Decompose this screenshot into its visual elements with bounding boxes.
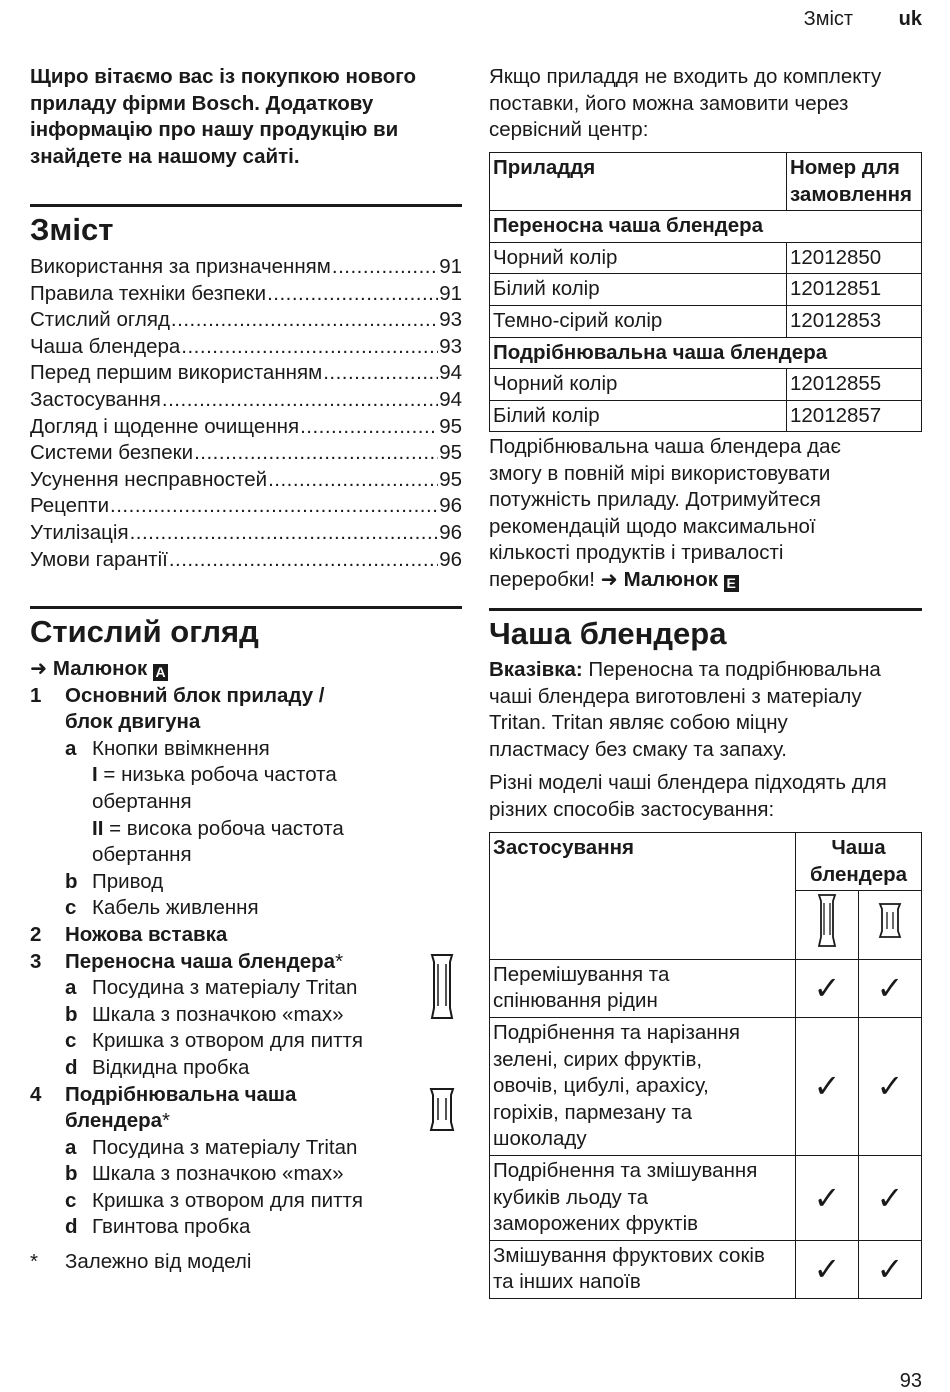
sub-label: Шкала з позначкою «max»: [92, 1162, 344, 1186]
toc-title: Зміст: [30, 212, 114, 247]
toc-entry: [30, 440, 462, 467]
toc-entry-label: Застосування: [30, 387, 161, 411]
intro-text: [30, 64, 462, 170]
toc-entry-page: 94: [439, 361, 462, 385]
sub-label: = висока робоча частота: [109, 816, 344, 840]
sub-letter: d: [65, 1215, 78, 1239]
toc-entry-page: 96: [439, 494, 462, 518]
sub-label: Кришка з отвором для пиття: [92, 1029, 363, 1053]
sub-letter: c: [65, 1188, 77, 1212]
portable-jug-icon: [815, 893, 839, 949]
sub-letter: c: [65, 896, 77, 920]
sub-label: Кнопки ввімкнення: [92, 736, 270, 760]
text-line: сервісний центр:: [489, 118, 649, 142]
figure-letter-box: A: [153, 664, 168, 681]
sub-letter: b: [65, 869, 78, 893]
figure-reference: ➜ Малюнок A: [30, 657, 168, 680]
sub-label: Відкидна пробка: [92, 1055, 250, 1079]
sub-letter: b: [65, 1162, 78, 1186]
text-line: поставки, його можна замовити через: [489, 91, 849, 115]
toc-dot-leader: [110, 493, 438, 520]
text-line: Різні моделі чаші блендера підходять для: [489, 771, 887, 795]
sub-label: Шкала з позначкою «max»: [92, 1002, 344, 1026]
footnote-star: *: [162, 1109, 171, 1133]
toc-entry-label: Системи безпеки: [30, 441, 194, 465]
sub-label: = низька робоча частота: [103, 763, 337, 787]
toc-entry-label: Чаша блендера: [30, 334, 181, 358]
check-icon: ✓: [859, 959, 922, 1017]
toc-dot-leader: [181, 334, 438, 361]
table-row: Змішування фруктових соків та інших напоїв ✓ ✓: [490, 1240, 922, 1298]
sub-label: Привод: [92, 869, 164, 893]
sub-letter: b: [65, 1002, 78, 1026]
sub-letter: a: [65, 736, 77, 760]
toc-entry-label: Використання за призначенням: [30, 255, 331, 278]
text-line: змогу в повній мірі використовувати: [489, 461, 831, 485]
table-row: Білий колір 12012851: [490, 274, 922, 306]
section-rule: [30, 204, 462, 207]
figure-letter-box: E: [724, 575, 739, 592]
accessories-note: [489, 434, 929, 594]
overview-title: Стислий огляд: [30, 614, 259, 649]
toc-dot-leader: [169, 547, 438, 574]
table-group-header: Переносна чаша блендера: [490, 211, 922, 243]
intro-line: Щиро вітаємо вас із покупкою нового: [30, 65, 417, 88]
item-label: Подрібнювальна чаша: [65, 1082, 297, 1106]
chopper-jug-icon: [876, 902, 904, 940]
toc-entry-page: 95: [439, 414, 462, 438]
toc-entry: [30, 360, 462, 387]
table-group-header: Подрібнювальна чаша блендера: [490, 337, 922, 369]
table-row: Чорний колір 12012850: [490, 242, 922, 274]
chopper-jug-icon-cell: [859, 891, 922, 960]
toc-entry-label: Стислий огляд: [30, 308, 170, 332]
item-label: блок двигуна: [65, 710, 201, 734]
button-symbol-high: II: [92, 816, 104, 840]
toc-dot-leader: [300, 414, 438, 441]
header-language: uk: [898, 8, 922, 30]
portable-jug-icon: [426, 952, 458, 1022]
text-line: різних способів застосування:: [489, 797, 775, 821]
toc-entry-page: 94: [439, 387, 462, 411]
toc-entry: [30, 547, 462, 574]
blender-jug-hint: Вказівка: Переносна та подрібнювальна чаші блендера виготовлені з матеріалу Tritan. Tritan являє собою міцну пластмасу без смаку та запаху. Різні моделі чаші блендера підходять для різних способів застосування:: [489, 657, 929, 824]
check-icon: ✓: [796, 1155, 859, 1240]
toc-entry-page: 93: [439, 308, 462, 332]
sub-label: Кабель живлення: [92, 896, 259, 920]
page-number: 93: [899, 1370, 922, 1392]
table-row: Перемішування та спінювання рідин ✓ ✓: [490, 959, 922, 1017]
toc-entry: [30, 334, 462, 361]
section-rule: [30, 606, 462, 609]
page-header: [804, 6, 922, 33]
toc-entry: [30, 520, 462, 547]
item-label: Ножова вставка: [65, 922, 228, 946]
footnote-text: Залежно від моделі: [65, 1250, 252, 1274]
toc-entry: [30, 254, 462, 281]
toc-entry: [30, 307, 462, 334]
sub-label: Гвинтова пробка: [92, 1215, 251, 1239]
toc-dot-leader: [323, 360, 438, 387]
check-icon: ✓: [859, 1017, 922, 1155]
item-label: блендера: [65, 1109, 163, 1133]
table-header: Застосування: [490, 833, 796, 960]
table-row: Білий колір 12012857: [490, 400, 922, 432]
toc-entry-label: Умови гарантії: [30, 547, 168, 571]
toc-entry-label: Усунення несправностей: [30, 467, 268, 491]
toc-entry-page: 96: [439, 547, 462, 571]
text-line: Якщо приладдя не входить до комплекту: [489, 65, 882, 88]
toc-entry: [30, 387, 462, 414]
toc-entry-page: 96: [439, 520, 462, 544]
toc-dot-leader: [332, 254, 438, 281]
toc-entry-page: 95: [439, 441, 462, 465]
sub-label: Кришка з отвором для пиття: [92, 1188, 363, 1212]
table-row: Чорний колір 12012855: [490, 369, 922, 401]
text-line: Подрібнювальна чаша блендера дає: [489, 435, 841, 458]
sub-letter: a: [65, 1135, 77, 1159]
intro-line: інформацію про нашу продукцію ви: [30, 118, 399, 142]
text-line: переробки!: [489, 567, 595, 591]
toc-dot-leader: [194, 440, 438, 467]
table-row: Темно-сірий колір 12012853: [490, 305, 922, 337]
toc-entry-page: 95: [439, 467, 462, 491]
sub-label: обертання: [92, 843, 192, 867]
toc-dot-leader: [171, 307, 438, 334]
section-rule: [489, 608, 922, 611]
check-icon: ✓: [859, 1155, 922, 1240]
item-number: 1: [30, 683, 42, 707]
toc-entry-label: Догляд і щоденне очищення: [30, 414, 300, 438]
text-line: потужність приладу. Дотримуйтеся: [489, 488, 821, 512]
toc-entry: [30, 493, 462, 520]
toc-entry-label: Утилізація: [30, 520, 129, 544]
check-icon: ✓: [796, 959, 859, 1017]
toc-dot-leader: [162, 387, 438, 414]
toc-dot-leader: [268, 467, 438, 494]
arrow-right-icon: ➜: [600, 567, 618, 591]
toc-entry: [30, 281, 462, 308]
overview-list: [30, 656, 462, 1275]
text-line: чаші блендера виготовлені з матеріалу: [489, 684, 862, 708]
toc-dot-leader: [267, 281, 438, 308]
hint-label: Вказівка:: [489, 658, 583, 681]
button-symbol-low: I: [92, 763, 98, 787]
text-line: рекомендацій щодо максимальної: [489, 514, 816, 538]
table-header: Чаша блендера: [796, 833, 922, 891]
toc-entry-label: Перед першим використанням: [30, 361, 323, 385]
item-number: 4: [30, 1082, 42, 1106]
sub-letter: a: [65, 976, 77, 1000]
header-section: Зміст: [803, 8, 854, 30]
footnote-marker: *: [30, 1250, 38, 1274]
footnote-star: *: [335, 949, 344, 973]
toc-entry-label: Правила техніки безпеки: [30, 281, 267, 305]
toc-dot-leader: [130, 520, 439, 547]
toc-entry: [30, 467, 462, 494]
check-icon: ✓: [796, 1017, 859, 1155]
arrow-right-icon: ➜: [30, 657, 48, 680]
toc-entry-label: Рецепти: [30, 494, 110, 518]
toc-entry-page: 91: [439, 281, 462, 305]
sub-label: Посудина з матеріалу Tritan: [92, 1135, 358, 1159]
check-icon: ✓: [796, 1240, 859, 1298]
sub-letter: c: [65, 1029, 77, 1053]
toc-entry: [30, 414, 462, 441]
accessories-intro: [489, 64, 929, 144]
intro-line: знайдете на нашому сайті.: [30, 144, 300, 168]
text-line: кількості продуктів і тривалості: [489, 541, 784, 565]
sub-letter: d: [65, 1055, 78, 1079]
check-icon: ✓: [859, 1240, 922, 1298]
table-row: Подрібнення та змішування кубиків льоду та заморожених фруктів ✓ ✓: [490, 1155, 922, 1240]
sub-label: Посудина з матеріалу Tritan: [92, 976, 358, 1000]
figure-reference: Малюнок: [623, 567, 718, 591]
intro-line: приладу фірми Bosch. Додаткову: [30, 91, 374, 115]
sub-label: обертання: [92, 789, 192, 813]
item-number: 3: [30, 949, 42, 973]
text-line: пластмасу без смаку та запаху.: [489, 737, 787, 761]
item-number: 2: [30, 922, 42, 946]
table-of-contents: [30, 254, 462, 573]
text-line: Tritan. Tritan являє собою міцну: [489, 711, 788, 735]
portable-jug-icon-cell: [796, 891, 859, 960]
table-row: Подрібнення та нарізання зелені, сирих фруктів, овочів, цибулі, арахісу, горіхів, пармезану та шоколаду ✓ ✓: [490, 1017, 922, 1155]
item-label: Переносна чаша блендера: [65, 949, 336, 973]
table-header: Номер для замовлення: [787, 153, 922, 211]
toc-entry-page: 91: [439, 255, 462, 278]
chopper-jug-icon: [426, 1086, 458, 1134]
accessories-table: [489, 152, 922, 432]
application-table: [489, 832, 922, 1299]
blender-jug-title: Чаша блендера: [489, 616, 727, 651]
table-header: Приладдя: [490, 153, 787, 211]
toc-entry-page: 93: [439, 334, 462, 358]
item-label: Основний блок приладу /: [65, 683, 325, 707]
